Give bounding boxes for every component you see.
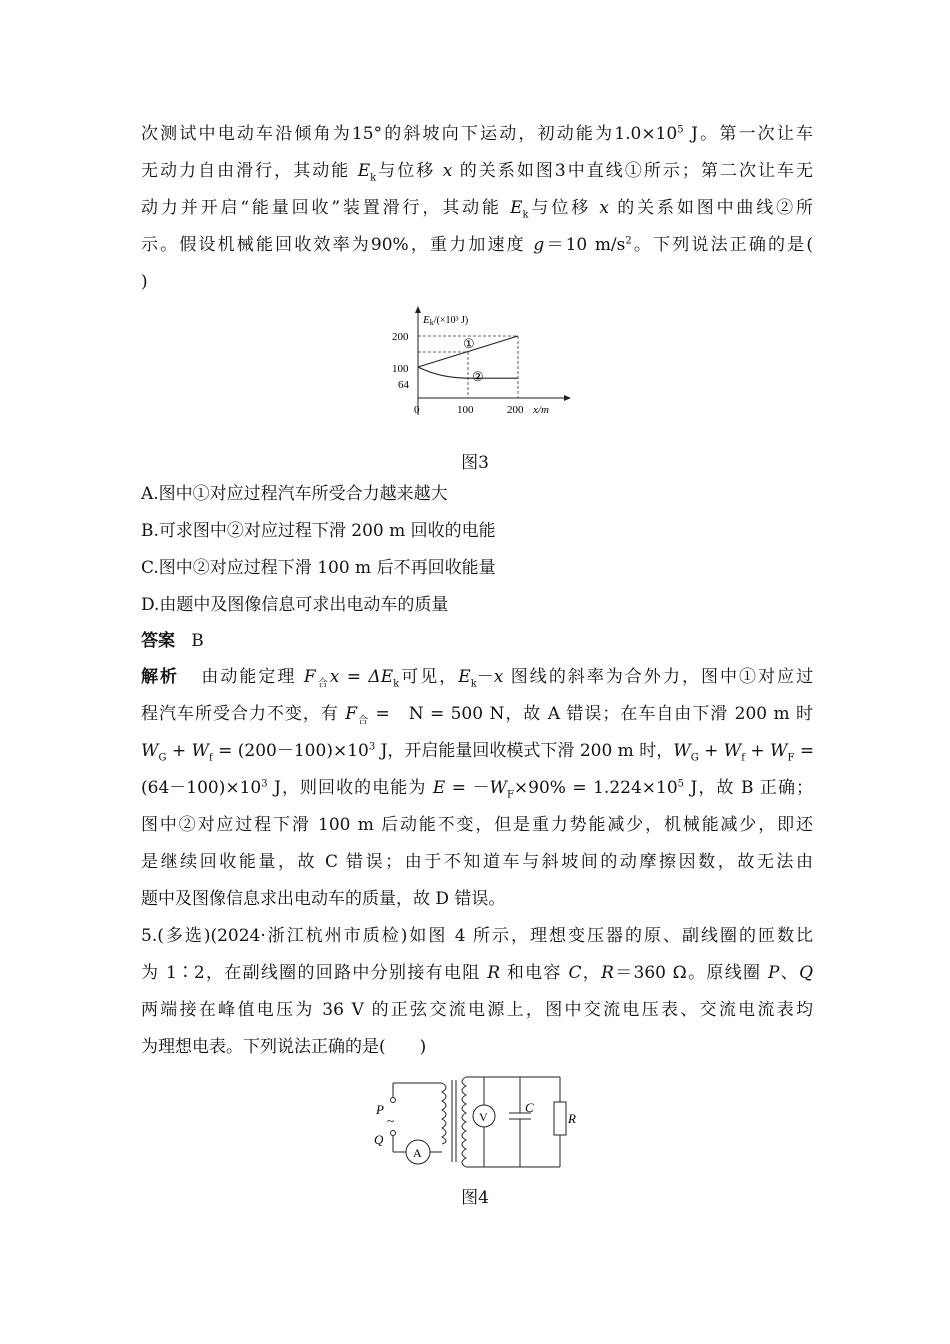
label-voltmeter: V bbox=[479, 1110, 488, 1124]
x-tick-0: 0 bbox=[414, 404, 420, 416]
curve-label-2: ② bbox=[472, 369, 484, 384]
option-d: D.由题中及图像信息可求出电动车的质量 bbox=[141, 595, 449, 615]
primary-coil bbox=[442, 1083, 446, 1144]
question-line-2: 无动力自由滑行，其动能 $E_k$与位移 x 的关系如图3中直线①所示；第二次让车无 bbox=[141, 161, 814, 184]
label-capacitor: C bbox=[525, 1100, 534, 1115]
question-line-3: 动力并开启“能量回收”装置滑行，其动能 $E_k$与位移 x 的关系如图中曲线②所 bbox=[141, 198, 814, 221]
x-tick-100: 100 bbox=[457, 404, 474, 416]
analysis-line-6: 是继续回收能量，故 C 错误；由于不知道车与斜坡间的动摩擦因数，故无法由 bbox=[141, 852, 813, 872]
terminal-p bbox=[391, 1098, 396, 1103]
option-c: C.图中②对应过程下滑 100 m 后不再回收能量 bbox=[141, 558, 496, 578]
question-line-4: 示。假设机械能回收效率为90%，重力加速度 g＝10 $m/s^2$。下列说法正确的是( bbox=[141, 235, 813, 255]
q5-line-3: 两端接在峰值电压为 36 V 的正弦交流电源上，图中交流电压表、交流电流表均 bbox=[141, 1000, 813, 1020]
answer-label: 答案 bbox=[141, 631, 175, 651]
secondary-coil bbox=[462, 1077, 466, 1167]
x-axis-arrow bbox=[564, 395, 571, 401]
y-tick-200: 200 bbox=[392, 331, 409, 343]
figure3-caption: 图3 bbox=[461, 453, 489, 473]
q5-line-2: 为 1∶2，在副线圈的回路中分别接有电阻 R 和电容 C，R＝360 Ω。原线圈 P、Q bbox=[141, 963, 814, 983]
analysis-line-2: 程汽车所受合力不变，有 $F_合$ = N = 500 N，故 A 错误；在车自由下滑 200 m 时 bbox=[141, 704, 814, 727]
terminal-q bbox=[391, 1131, 396, 1136]
question-line-1: 次测试中电动车沿倾角为15°的斜坡向下运动，初动能为$1.0\times 10^5$ J。第一次让车 bbox=[141, 124, 814, 144]
analysis-line-4: $(64-100)\times 10^3$ J，则回收的电能为 $E = -W_F\times 90\% = 1.224\times 10^5$ J，故 B 正确； bbox=[141, 778, 814, 801]
y-axis-label: Ek/(×10³ J) bbox=[423, 314, 469, 327]
figure4-circuit bbox=[368, 1072, 588, 1172]
curve-label-1: ① bbox=[463, 336, 475, 351]
answer-line bbox=[141, 630, 813, 652]
option-a: A.图中①对应过程汽车所受合力越来越大 bbox=[141, 484, 448, 504]
y-axis-arrow bbox=[415, 306, 421, 313]
x-axis-label: x/m bbox=[533, 404, 549, 416]
answer-value: B bbox=[191, 631, 204, 651]
resistor-box bbox=[554, 1102, 566, 1135]
option-b: B.可求图中②对应过程下滑 200 m 回收的电能 bbox=[141, 521, 496, 541]
label-ammeter: A bbox=[413, 1146, 422, 1160]
label-p: P bbox=[376, 1102, 384, 1117]
figure4-caption: 图4 bbox=[461, 1188, 489, 1208]
analysis-line-5: 图中②对应过程下滑 100 m 后动能不变，但是重力势能减少，机械能减少，即还 bbox=[141, 815, 813, 835]
q5-line-1: 5.(多选)(2024·浙江杭州市质检)如图 4 所示，理想变压器的原、副线圈的匝数比 bbox=[141, 926, 813, 946]
label-ac-source: ~ bbox=[387, 1113, 395, 1128]
analysis-line-1: 解析 由动能定理 $F_合x = \Delta E_k$可见，$E_k-x$ 图线的斜率为合外力，图中①对应过 bbox=[141, 667, 814, 690]
analysis-line-3: $W_G + W_f = (200-100)\times 10^3$ J，开启能量回收模式下滑 200 m 时，$W_G + W_f + W_F$ = bbox=[141, 741, 815, 764]
y-tick-100: 100 bbox=[392, 363, 409, 375]
label-q: Q bbox=[374, 1132, 384, 1147]
x-tick-200: 200 bbox=[507, 404, 524, 416]
y-tick-64: 64 bbox=[398, 379, 409, 391]
analysis-line-7: 题中及图像信息求出电动车的质量，故 D 错误。 bbox=[141, 889, 506, 909]
question-line-5: ) bbox=[141, 272, 148, 292]
q5-line-4: 为理想电表。下列说法正确的是( ) bbox=[141, 1037, 427, 1057]
figure3-chart bbox=[385, 303, 575, 423]
label-resistor: R bbox=[568, 1111, 576, 1126]
